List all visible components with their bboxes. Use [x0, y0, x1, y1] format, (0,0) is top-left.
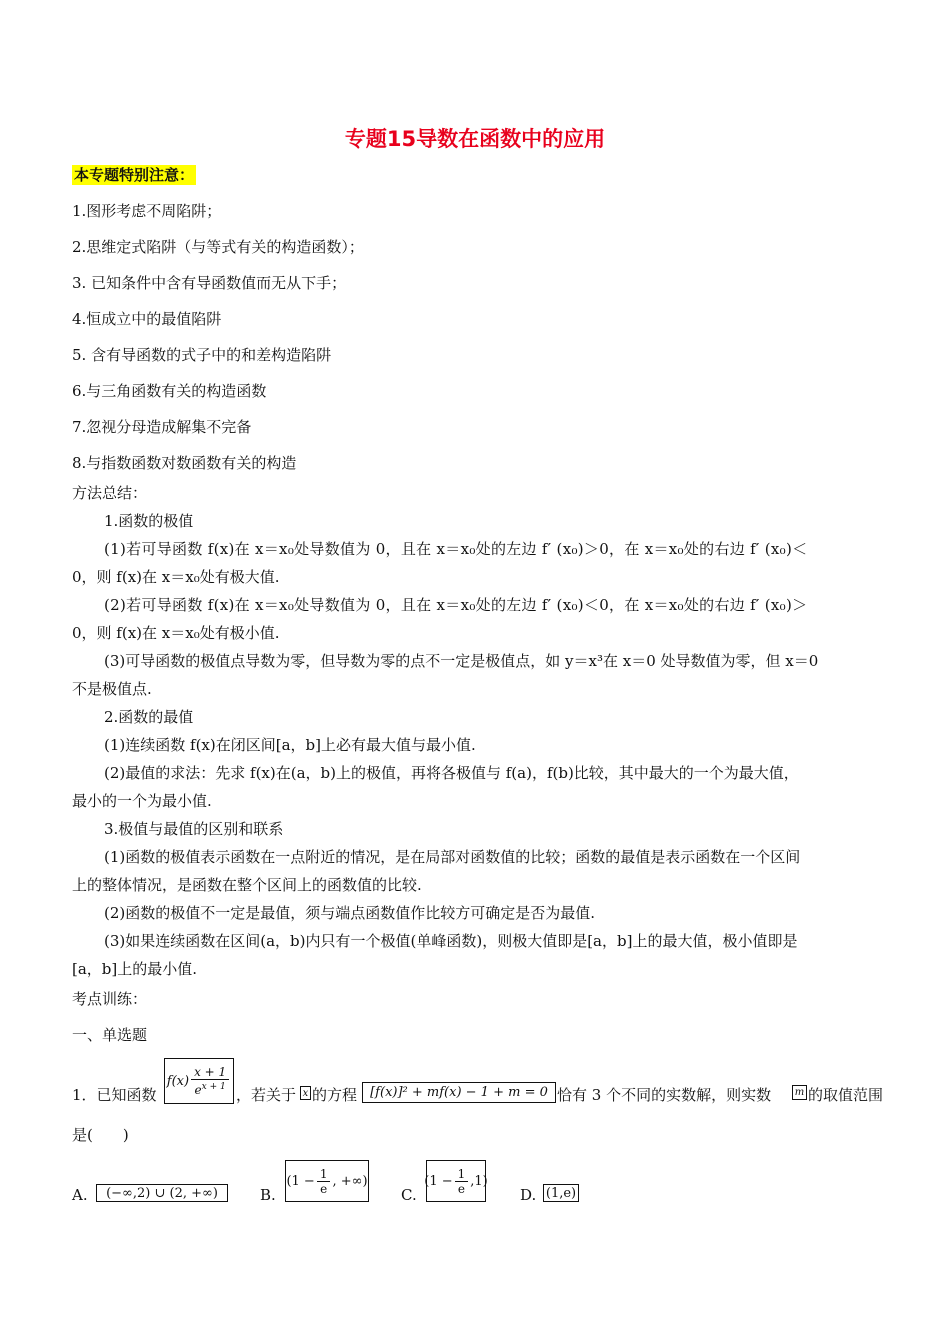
method-text: 0，则 f(x)在 x＝x₀处有极小值.: [72, 624, 280, 642]
method-heading: 3.极值与最值的区别和联系: [104, 820, 284, 838]
method-text: (3)可导函数的极值点导数为零，但导数为零的点不一定是极值点，如 y＝x³在 x＝0 处导数值为零，但 x＝0: [104, 652, 819, 670]
method-text: (1)若可导函数 f(x)在 x＝x₀处导数值为 0，且在 x＝x₀处的左边 f′ (x₀)＞0，在 x＝x₀处的右边 f′ (x₀)＜: [104, 540, 808, 558]
method-label: 方法总结：: [72, 484, 148, 502]
note-item: 2.思维定式陷阱（与等式有关的构造函数）；: [72, 238, 364, 256]
note-item: 4.恒成立中的最值陷阱: [72, 310, 222, 328]
option-c-fraction: $\frac{1}{e}$: [455, 1167, 469, 1196]
question-prefix: 1．已知函数: [72, 1086, 157, 1104]
method-text: 上的整体情况，是函数在整个区间上的函数值的比较.: [72, 876, 422, 894]
function-formula: [164, 1058, 234, 1104]
method-text: (3)如果连续函数在区间(a，b)内只有一个极值(单峰函数)，则极大值即是[a，b]上的最大值，极小值即是: [104, 932, 798, 950]
method-text: (1)函数的极值表示函数在一点附近的情况，是在局部对函数值的比较；函数的最值是表示函数在一个区间: [104, 848, 801, 866]
method-text: 0，则 f(x)在 x＝x₀处有极大值.: [72, 568, 280, 586]
option-b-label[interactable]: B.: [260, 1186, 276, 1204]
question-text: ，若关于: [236, 1086, 297, 1104]
option-d-label[interactable]: D.: [520, 1186, 537, 1204]
note-item: 3. 已知条件中含有导函数值而无从下手；: [72, 274, 347, 292]
note-item: 7.忽视分母造成解集不完备: [72, 418, 252, 436]
var-x: x: [300, 1086, 311, 1100]
question-text: 恰有 3 个不同的实数解，则实数: [557, 1086, 772, 1104]
option-d-value[interactable]: (1,e): [543, 1184, 579, 1202]
method-text: [a，b]上的最小值.: [72, 960, 198, 978]
method-text: 不是极值点.: [72, 680, 152, 698]
question-text: 是( ): [72, 1126, 129, 1144]
equation-formula: [f(x)]² + mf(x) − 1 + m = 0: [362, 1082, 556, 1103]
note-item: 5. 含有导函数的式子中的和差构造陷阱: [72, 346, 332, 364]
option-b-fraction: $\frac{1}{e}$: [317, 1167, 331, 1196]
method-text: (2)函数的极值不一定是最值，须与端点函数值作比较方可确定是否为最值.: [104, 904, 596, 922]
note-item: 6.与三角函数有关的构造函数: [72, 382, 267, 400]
function-fraction: [191, 1065, 229, 1097]
option-c-label[interactable]: C.: [401, 1186, 417, 1204]
question-text: 的方程: [312, 1086, 358, 1104]
option-b-value[interactable]: (1 − $\frac{1}{e}$ , +∞): [285, 1160, 369, 1202]
method-text: (2)若可导函数 f(x)在 x＝x₀处导数值为 0，且在 x＝x₀处的左边 f′ (x₀)＜0，在 x＝x₀处的右边 f′ (x₀)＞: [104, 596, 808, 614]
question-text: 的取值范围: [808, 1086, 884, 1104]
method-text: (2)最值的求法：先求 f(x)在(a，b)上的极值，再将各极值与 f(a)，f(b)比较，其中最大的一个为最大值，: [104, 764, 799, 782]
option-c-value[interactable]: (1 − $\frac{1}{e}$ ,1): [426, 1160, 486, 1202]
note-item: 8.与指数函数对数函数有关的构造: [72, 454, 297, 472]
fraction-denominator: $e^{x + 1}$: [194, 1082, 226, 1097]
page-title: 专题15导数在函数中的应用: [344, 127, 606, 151]
function-lhs: f(x): [166, 1073, 190, 1089]
fraction-numerator: x + 1: [191, 1065, 229, 1080]
practice-label: 考点训练：: [72, 990, 148, 1008]
var-m: m: [792, 1085, 807, 1100]
option-a-label[interactable]: A.: [72, 1186, 88, 1204]
method-heading: 2.函数的最值: [104, 708, 194, 726]
method-text: (1)连续函数 f(x)在闭区间[a，b]上必有最大值与最小值.: [104, 736, 476, 754]
method-heading: 1.函数的极值: [104, 512, 194, 530]
note-item: 1.图形考虑不周陷阱；: [72, 202, 222, 220]
option-a-value[interactable]: (−∞,2) ∪ (2, +∞): [96, 1184, 228, 1202]
special-note-label: 本专题特别注意：: [74, 166, 195, 184]
section-label: 一、单选题: [72, 1026, 148, 1044]
method-text: 最小的一个为最小值.: [72, 792, 212, 810]
